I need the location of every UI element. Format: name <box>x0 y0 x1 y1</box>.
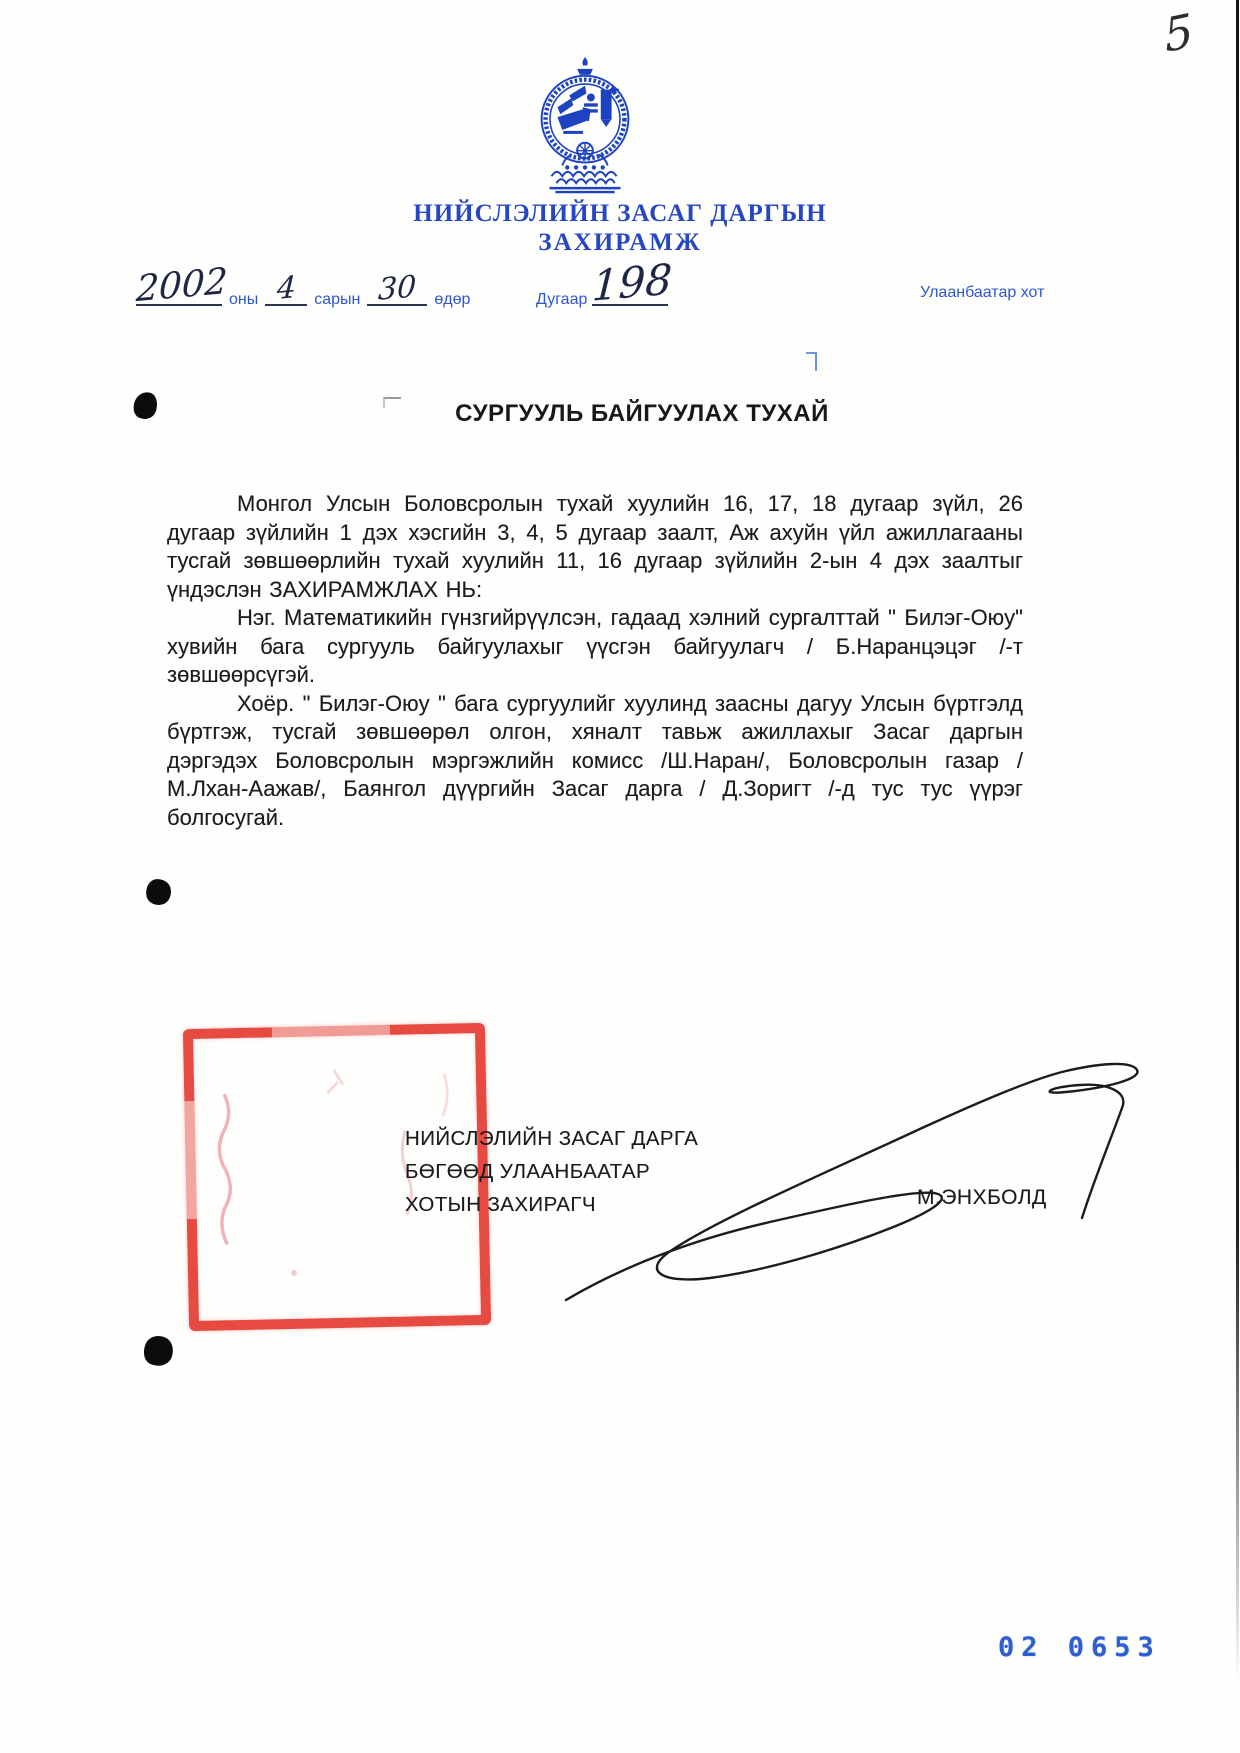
body-paragraph-1: Монгол Улсын Боловсролын тухай хуулийн 16, 17, 18 дугаар зүйл, 26 дугаар зүйлийн 1 дэх хэсгийн 3, 4, 5 дугаар заалт, Аж ахуйн үйл ажиллагааны тусгай зөвшөөрлийн тухай хуулийн 11, 16 дугаар зүйлийн 2-ын 4 дэх заалтыг үндэслэн ЗАХИРАМЖЛАХ НЬ: <box>167 491 1023 602</box>
scan-edge-artifact <box>1236 0 1239 1753</box>
decree-number-label: Дугаар <box>536 291 588 308</box>
state-emblem-icon <box>527 56 643 201</box>
handwritten-page-number: 5 <box>1161 2 1196 64</box>
ink-blot-artifact <box>144 877 172 906</box>
registry-stamp-number: 02 0653 <box>998 1632 1161 1663</box>
decree-number-handwritten: 198 <box>591 254 674 311</box>
doc-type: ЗАХИРАМЖ <box>538 229 702 256</box>
document-title: СУРГУУЛЬ БАЙГУУЛАХ ТУХАЙ <box>455 400 829 427</box>
signatory-title-line1: НИЙСЛЭЛИЙН ЗАСАГ ДАРГА <box>405 1127 699 1150</box>
date-line <box>135 260 471 311</box>
crop-mark-right <box>806 352 817 371</box>
signatory-name: М.ЭНХБОЛД <box>917 1186 1047 1209</box>
date-month-handwritten: 4 <box>275 270 297 307</box>
signature-stroke <box>540 1050 1160 1320</box>
body-paragraph-3: Хоёр. " Билэг-Оюу " бага сургуулийг хуулинд заасны дагуу Улсын бүртгэлд бүртгэж, тусгай зөвшөөрөл олгон, хяналт тавьж ажиллахыг Засаг даргын дэргэдэх Боловсролын мэргэжлийн комисс /Ш.Наран/, Боловсролын газар /М.Лхан-Аажав/, Баянгол дүүргийн Засаг дарга / Д.Зоригт /-д тус тус үүрэг болгосугай. <box>167 690 1023 830</box>
document-body <box>167 490 1023 832</box>
date-year-label: оны <box>229 291 259 308</box>
date-month-label: сарын <box>314 291 361 308</box>
city-label: Улаанбаатар хот <box>920 284 1045 301</box>
date-year-handwritten: 2002 <box>135 260 229 311</box>
date-day-label: өдөр <box>434 291 471 308</box>
decree-number-line <box>536 254 674 311</box>
body-paragraph-2: Нэг. Математикийн гүнзгийрүүлсэн, гадаад хэлний сургалттай " Билэг-Оюу" хувийн бага сургууль байгуулахыг үүсгэн байгуулагч / Б.Наранцэцэг /-т зөвшөөрсүгэй. <box>167 605 1023 687</box>
signatory-title-line2: БӨГӨӨД УЛААНБААТАР <box>405 1160 651 1183</box>
signatory-title-line3: ХОТЫН ЗАХИРАГЧ <box>405 1193 596 1216</box>
date-day-handwritten: 30 <box>377 269 418 308</box>
org-name: НИЙСЛЭЛИЙН ЗАСАГ ДАРГЫН <box>413 200 827 227</box>
ink-blot-artifact <box>140 1332 178 1370</box>
